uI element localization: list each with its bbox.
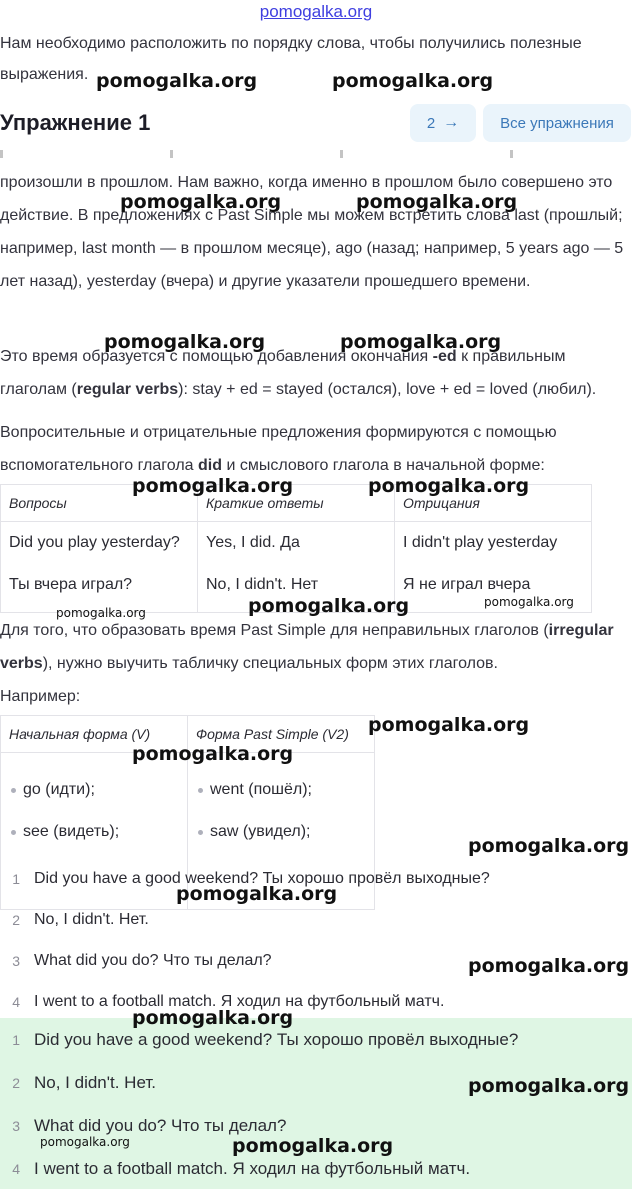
watermark: pomogalka.org: [176, 883, 338, 905]
site-link[interactable]: pomogalka.org: [259, 2, 373, 21]
theory-paragraph-1: произошли в прошлом. Нам важно, когда именно в прошлом было совершено это действие. В предложениях с Past Simple мы можем встретить слова last (прошлый; например, last month — в прошлом месяце), ago (назад; например, 5 years ago — 5 лет назад), yesterday (вчера) и другие указатели прошедшего времени.: [0, 174, 624, 290]
theory-text: Вопросительные и отрицательные предложения формируются с помощью вспомогательного глагола: [0, 424, 557, 474]
table-cell-text: Did you play yesterday?: [9, 534, 180, 551]
table-header: Форма Past Simple (V2): [188, 716, 375, 753]
list-item: see (видеть);: [9, 811, 179, 853]
table-cell-text: No, I didn't. Нет: [206, 576, 319, 593]
theory-ed-suffix: -ed: [432, 348, 457, 365]
item-number: 1: [12, 870, 20, 887]
item-text: Did you have a good weekend? Ты хорошо провёл выходные?: [34, 1029, 519, 1049]
list-item: went (пошёл);: [196, 769, 366, 811]
theory-did: did: [198, 457, 222, 474]
item-text: Did you have a good weekend? Ты хорошо провёл выходные?: [34, 869, 490, 887]
watermark: pomogalka.org: [40, 1135, 130, 1149]
item-number: 4: [12, 993, 20, 1010]
intro-text: Нам необходимо расположить по порядку слова, чтобы получились полезные выражения.: [0, 35, 582, 83]
theory-text: ), нужно выучить табличку специальных форм этих глаголов.: [42, 655, 498, 672]
exercise-title: Упражнение 1: [0, 110, 151, 135]
theory-text: и смыслового глагола в начальной форме:: [222, 457, 545, 474]
watermark: pomogalka.org: [120, 191, 282, 213]
theory-paragraph-2: [0, 340, 628, 406]
table-cell: [1, 522, 198, 613]
table-header: Вопросы: [1, 485, 198, 522]
watermark: pomogalka.org: [340, 331, 502, 353]
watermark: pomogalka.org: [468, 955, 630, 977]
did-usage-table: [0, 484, 592, 613]
theory-paragraph-5: Например:: [0, 688, 81, 705]
item-text: I went to a football match. Я ходил на футбольный матч.: [34, 1158, 471, 1178]
watermark: pomogalka.org: [132, 475, 294, 497]
watermark: pomogalka.org: [356, 191, 518, 213]
watermark: pomogalka.org: [132, 1007, 294, 1029]
theory-section-2: [0, 614, 632, 714]
watermark: pomogalka.org: [132, 743, 294, 765]
correct-answer-list: [0, 1018, 632, 1189]
theory-paragraph-3: [0, 416, 628, 482]
item-text: No, I didn't. Нет.: [34, 1072, 156, 1092]
theory-irregular-verbs: irregular verbs: [0, 622, 614, 672]
item-number: 3: [12, 1117, 20, 1134]
watermark: pomogalka.org: [332, 70, 494, 92]
list-item: [0, 981, 632, 1022]
table-cell-text: I didn't play yesterday: [403, 534, 558, 551]
theory-text: ): stay + ed = stayed (остался), love + ed = loved (любил).: [178, 381, 597, 398]
item-text: What did you do? Что ты делал?: [34, 951, 272, 969]
watermark: pomogalka.org: [368, 714, 530, 736]
watermark: pomogalka.org: [484, 595, 574, 609]
watermark: pomogalka.org: [232, 1135, 394, 1157]
watermark: pomogalka.org: [248, 595, 410, 617]
watermark: pomogalka.org: [368, 475, 530, 497]
table-cell-text: Yes, I did. Да: [206, 534, 300, 551]
table-header: Отрицания: [395, 485, 592, 522]
item-number: 3: [12, 952, 20, 969]
next-exercise-label: 2: [426, 114, 436, 132]
item-number: 1: [12, 1031, 20, 1048]
item-number: 2: [12, 911, 20, 928]
item-number: 2: [12, 1074, 20, 1091]
item-text: What did you do? Что ты делал?: [34, 1115, 287, 1135]
table-cell-text: Я не играл вчера: [403, 576, 531, 593]
watermark: pomogalka.org: [104, 331, 266, 353]
watermark: pomogalka.org: [96, 70, 258, 92]
theory-text: к правильным глаголам (: [0, 348, 566, 398]
watermark: pomogalka.org: [56, 606, 146, 620]
item-number: 4: [12, 1160, 20, 1177]
arrow-right-icon: →: [443, 114, 460, 131]
table-header: Краткие ответы: [198, 485, 395, 522]
theory-regular-verbs: regular verbs: [76, 381, 179, 398]
theory-text: Это время образуется с помощью добавления окончания: [0, 348, 433, 365]
watermark: pomogalka.org: [468, 1075, 630, 1097]
item-text: No, I didn't. Нет.: [34, 910, 149, 928]
item-text: I went to a football match. Я ходил на футбольный матч.: [34, 992, 445, 1010]
theory-paragraph-4: [0, 614, 628, 680]
table-header: Начальная форма (V): [1, 716, 188, 753]
table-cell-text: Ты вчера играл?: [9, 576, 133, 593]
watermark: pomogalka.org: [468, 835, 630, 857]
list-item: [0, 1018, 632, 1061]
all-exercises-button[interactable]: Все упражнения: [483, 104, 631, 142]
list-item: saw (увидел);: [196, 811, 366, 853]
list-item: [0, 899, 632, 940]
list-item: go (идти);: [9, 769, 179, 811]
theory-text: Для того, что образовать время Past Simple для неправильных глаголов (: [0, 622, 549, 639]
next-exercise-button[interactable]: [410, 104, 476, 142]
